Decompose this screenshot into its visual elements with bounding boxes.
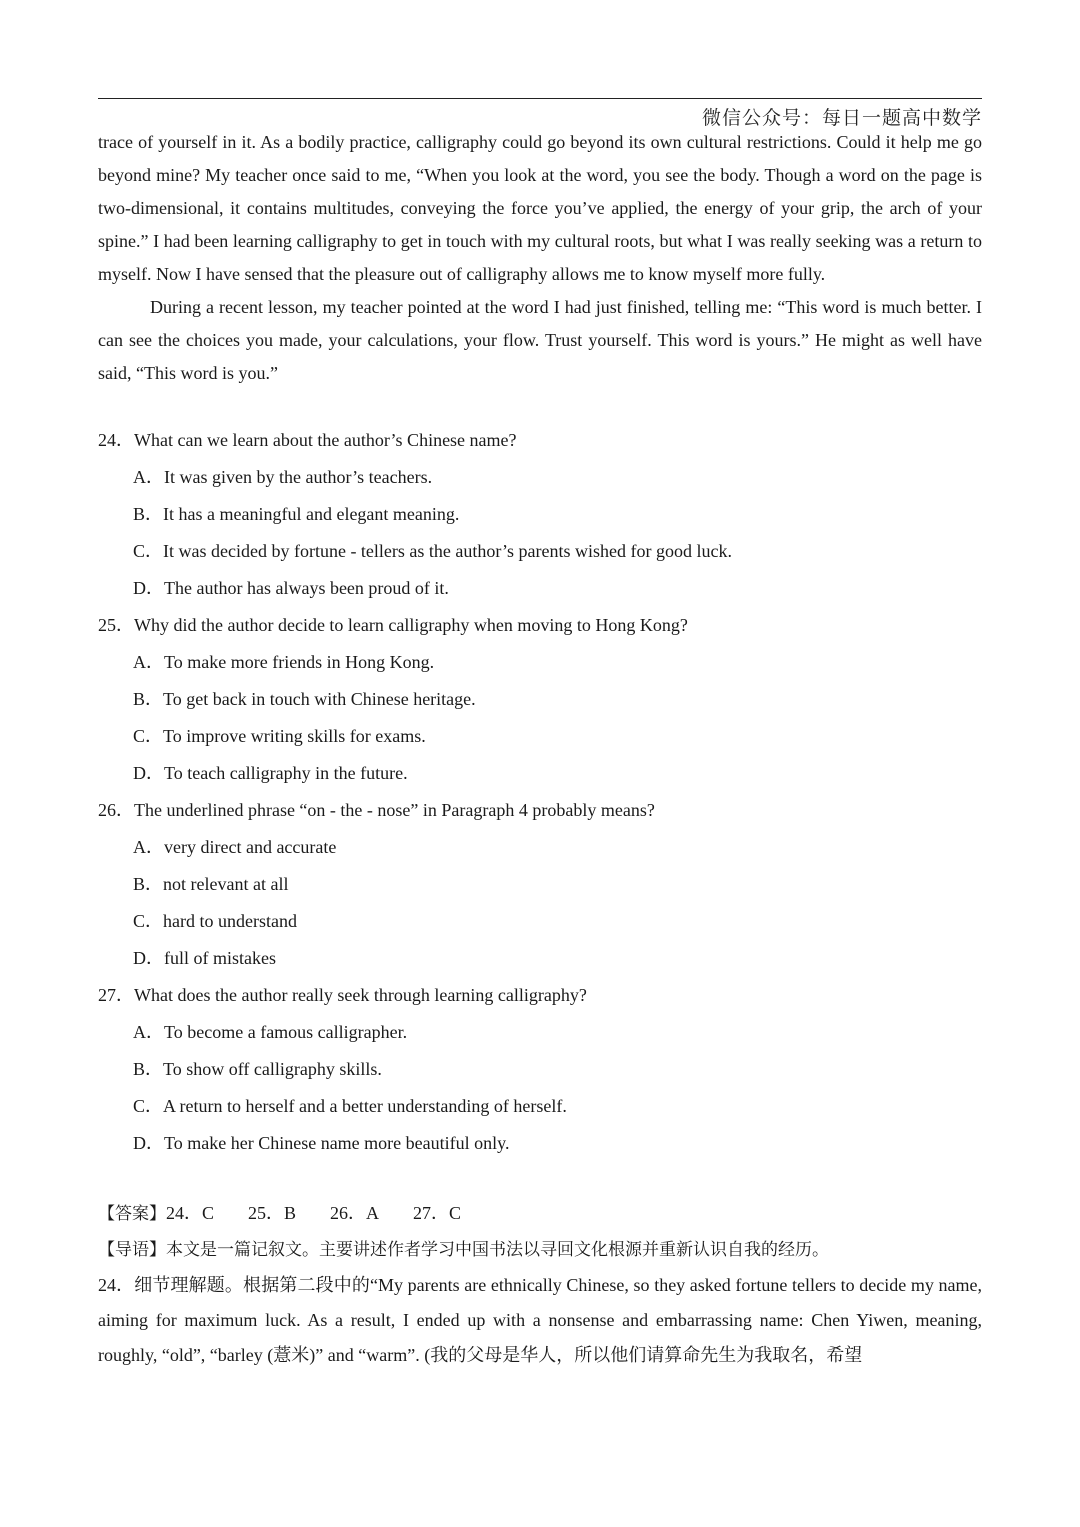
option-c: C．A return to herself and a better understanding of herself. [133, 1096, 567, 1116]
question-24 [98, 422, 982, 607]
answer-25: 25．B [248, 1203, 297, 1223]
answer-27: 27．C [413, 1203, 462, 1223]
option-c: C．To improve writing skills for exams. [133, 726, 426, 746]
option-b: B．It has a meaningful and elegant meaning. [133, 504, 460, 524]
question-26 [98, 792, 982, 977]
answer-key-row [98, 1195, 982, 1231]
answer-section [98, 1195, 982, 1373]
guide-text: 本文是一篇记叙文。主要讲述作者学习中国书法以寻回文化根源并重新认识自我的经历。 [166, 1240, 829, 1260]
guide-label: 【导语】 [98, 1240, 166, 1260]
answer-label: 【答案】 [98, 1204, 166, 1224]
option-d: D．To teach calligraphy in the future. [133, 763, 408, 783]
explanation-24: 24．细节理解题。根据第二段中的“My parents are ethnically Chinese, so they asked fortune tellers to decide my name, aiming for maximum luck. As a result, I ended up with a nonsense and embarrassing name: Chen Yiwen, meaning, roughly, “old”, “barley (薏米)” and “warm”. (我的父母是华人，所以他们请算命先生为我取名，希望 [98, 1275, 982, 1365]
passage-paragraph-1: trace of yourself in it. As a bodily practice, calligraphy could go beyond its own cultural restrictions. Could it help me go beyond mine? My teacher once said to me, “When you look at the word, you see the body. Though a word on the page is two-dimensional, it contains multitudes, conveying the force you’ve applied, the energy of your grip, the arch of your spine.” I had been learning calligraphy to get in touch with my cultural roots, but what I was really seeking was a return to myself. Now I have sensed that the pleasure out of calligraphy allows me to know myself more fully. [98, 132, 982, 284]
passage-paragraph-2: During a recent lesson, my teacher pointed at the word I had just finished, telling me: “This word is much better. I can see the choices you made, your calculations, your flow. Trust yourself. This word is yours.” He might as well have said, “This word is you.” [98, 297, 982, 383]
option-b: B．To get back in touch with Chinese heritage. [133, 689, 476, 709]
reading-passage [98, 126, 982, 390]
header-rule [98, 98, 982, 99]
option-b: B．not relevant at all [133, 874, 289, 894]
question-27 [98, 977, 982, 1162]
option-d: D．full of mistakes [133, 948, 276, 968]
option-b: B．To show off calligraphy skills. [133, 1059, 382, 1079]
question-list [98, 422, 982, 1162]
option-d: D．The author has always been proud of it. [133, 578, 449, 598]
question-stem: 27．What does the author really seek through learning calligraphy? [98, 985, 587, 1005]
question-stem: 26．The underlined phrase “on - the - nose” in Paragraph 4 probably means? [98, 800, 655, 820]
option-a: A．It was given by the author’s teachers. [133, 467, 433, 487]
answer-24: 24．C [166, 1203, 215, 1223]
option-a: A．To become a famous calligrapher. [133, 1022, 408, 1042]
question-stem: 24．What can we learn about the author’s Chinese name? [98, 430, 517, 450]
option-d: D．To make her Chinese name more beautiful only. [133, 1133, 510, 1153]
wechat-header: 微信公众号：每日一题高中数学 [701, 107, 982, 129]
option-c: C．It was decided by fortune - tellers as the author’s parents wished for good luck. [133, 541, 733, 561]
guide-row [98, 1231, 982, 1267]
option-a: A．To make more friends in Hong Kong. [133, 652, 435, 672]
answer-26: 26．A [330, 1203, 380, 1223]
question-stem: 25．Why did the author decide to learn calligraphy when moving to Hong Kong? [98, 615, 688, 635]
option-c: C．hard to understand [133, 911, 297, 931]
option-a: A．very direct and accurate [133, 837, 337, 857]
question-25 [98, 607, 982, 792]
